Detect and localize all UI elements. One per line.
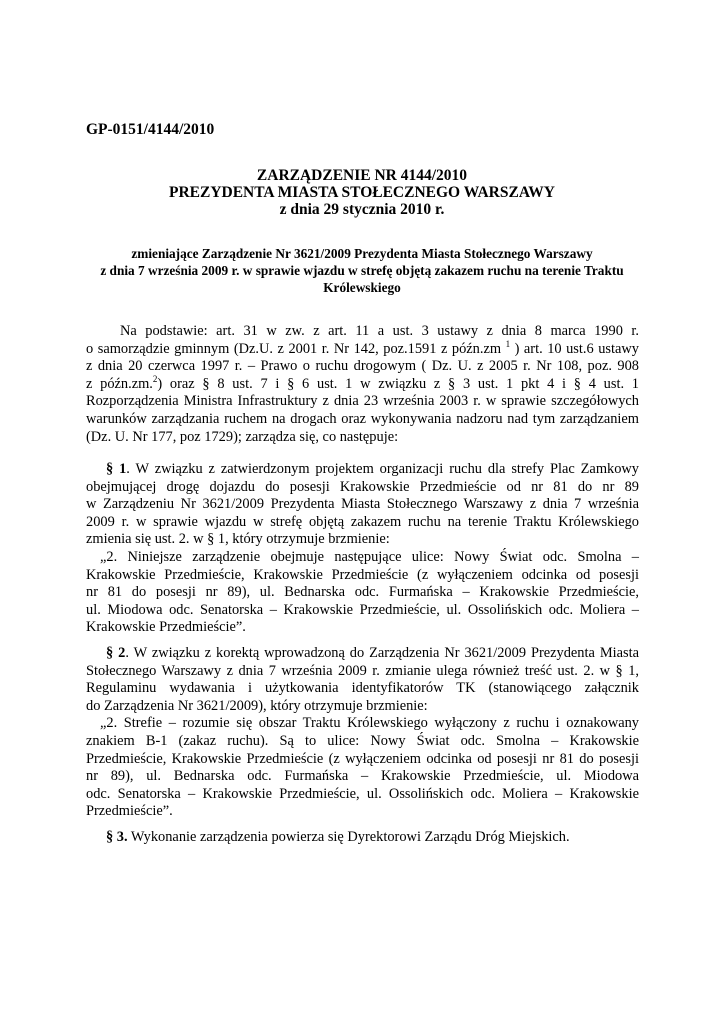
preamble-paragraph (86, 323, 639, 446)
document-subject (86, 245, 638, 296)
text-line: 2009 r. w sprawie wjazdu w strefę objętą zakazem ruchu na terenie Traktu Królewskiego (86, 513, 639, 530)
text-line: § 3. Wykonanie zarządzenia powierza się Dyrektorowi Zarządu Dróg Miejskich. (106, 829, 570, 845)
footnote-marker: 1 (505, 338, 511, 349)
quote-line: odc. Senatorska – Krakowskie Przedmieście, ul. Ossolińskich odc. Moliera – Krakowskie (86, 785, 639, 802)
text-line: Stołecznego Warszawy z dnia 7 września 2009 r. zmianie ulega również treść ust. 2. w § 1, (86, 662, 639, 679)
document-title (86, 167, 638, 218)
text-line: § 2. W związku z korektą wprowadzoną do Zarządzenia Nr 3621/2009 Prezydenta Miasta (106, 645, 639, 661)
text-line: Na podstawie: art. 31 w zw. z art. 11 a ust. 3 ustawy z dnia 8 marca 1990 r. (120, 323, 639, 339)
text-line: (Dz. U. Nr 177, poz 1729); zarządza się, co następuje: (86, 428, 399, 445)
paragraph-1 (86, 461, 639, 637)
paragraph-3 (86, 829, 639, 847)
subject-line: z dnia 7 września 2009 r. w sprawie wjazdu w strefę objętą zakazem ruchu na terenie Traktu (100, 263, 624, 278)
quote-line: Krakowskie Przedmieście, Krakowskie Przedmieście (z wyłączeniem odcinka od posesji (86, 566, 639, 583)
text-line: § 1. W związku z zatwierdzonym projektem organizacji ruchu dla strefy Plac Zamkowy (106, 461, 639, 477)
quote-line: „2. Niniejsze zarządzenie obejmuje następujące ulice: Nowy Świat odc. Smolna – (100, 548, 639, 565)
text-line: do Zarządzenia Nr 3621/2009), który otrzymuje brzmienie: (86, 697, 428, 714)
text-line: w Zarządzeniu Nr 3621/2009 Prezydenta Miasta Stołecznego Warszawy z dnia 7 września (86, 496, 639, 513)
paragraph-label: § 3. (106, 829, 128, 845)
footnote-marker: 2 (152, 373, 158, 384)
title-line: PREZYDENTA MIASTA STOŁECZNEGO WARSZAWY (168, 184, 556, 201)
quote-line: „2. Strefie – rozumie się obszar Traktu Królewskiego wyłączony z ruchu i oznakowany (100, 715, 639, 732)
quote-line: Przedmieście”. (86, 803, 173, 820)
quote-line: nr 89), ul. Bednarska odc. Furmańska – Krakowskie Przedmieście, ul. Miodowa (86, 768, 639, 785)
paragraph-2 (86, 645, 639, 821)
text-line: z dnia 20 czerwca 1997 r. – Prawo o ruchu drogowym ( Dz. U. z 2005 r. Nr 108, poz. 908 (86, 358, 639, 375)
text-line: z późn.zm.$^2$) oraz § 8 ust. 7 i § 6 ust. 1 w związku z § 3 ust. 1 pkt 4 i § 4 ust. 1 (86, 373, 639, 392)
text-line: zmienia się ust. 2. w § 1, który otrzymuje brzmienie: (86, 531, 390, 548)
quote-line: znakiem B-1 (zakaz ruchu). Są to ulice: Nowy Świat odc. Smolna – Krakowskie (86, 732, 639, 749)
title-line: ZARZĄDZENIE NR 4144/2010 (256, 167, 468, 184)
text-line: Rozporządzenia Ministra Infrastruktury z dnia 23 września 2003 r. w sprawie szczegółowych (86, 393, 639, 410)
paragraph-label: § 2 (106, 645, 126, 661)
document-reference-number: GP-0151/4144/2010 (86, 121, 215, 138)
paragraph-label: § 1 (106, 461, 127, 477)
text-line: o samorządzie gminnym (Dz.U. z 2001 r. Nr 142, poz.1591 z późn.zm $^1$ ) art. 10 ust.6 ustawy (86, 338, 639, 357)
quote-line: ul. Miodowa odc. Senatorska – Krakowskie Przedmieście, ul. Ossolińskich odc. Moliera – (86, 601, 639, 618)
text-line: warunków zarządzania ruchem na drogach oraz wykonywania nadzoru nad tym zarządzaniem (86, 410, 639, 427)
text-line: Regulaminu wydawania i użytkowania identyfikatorów TK (stanowiącego załącznik (86, 680, 639, 697)
subject-line: zmieniające Zarządzenie Nr 3621/2009 Prezydenta Miasta Stołecznego Warszawy (131, 246, 593, 261)
subject-line: Królewskiego (323, 280, 401, 295)
quote-line: Krakowskie Przedmieście”. (86, 619, 246, 636)
quote-line: Przedmieście, Krakowskie Przedmieście (z wyłączeniem odcinka od posesji nr 81 do posesji (86, 750, 639, 767)
text-line: obejmującej drogę dojazdu do posesji Krakowskie Przedmieście od nr 81 do nr 89 (86, 478, 639, 495)
quote-line: nr 81 do posesji nr 89), ul. Bednarska odc. Furmańska – Krakowskie Przedmieście, (86, 584, 639, 601)
title-date-line: z dnia 29 stycznia 2010 r. (279, 201, 445, 218)
